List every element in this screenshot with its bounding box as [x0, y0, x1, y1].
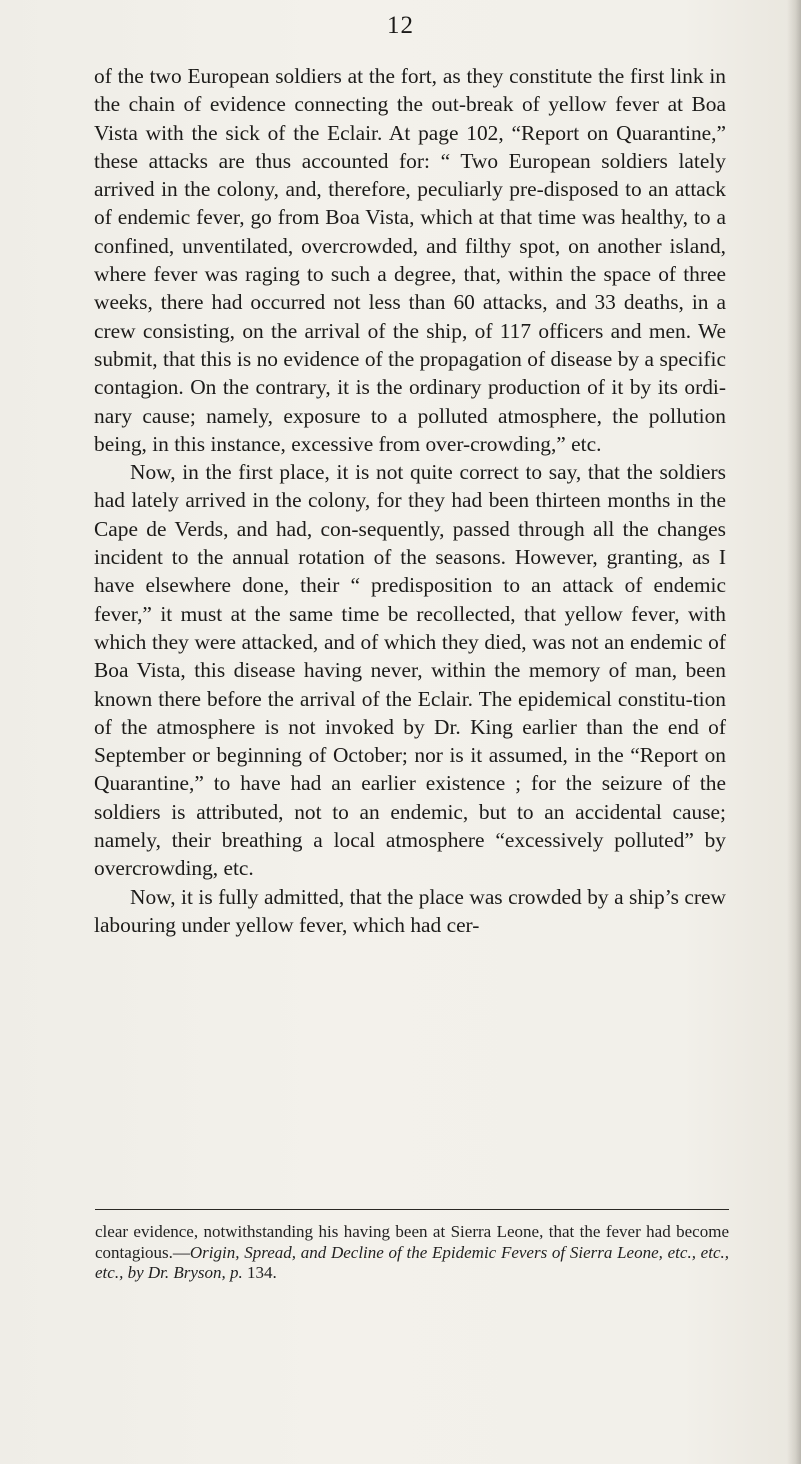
paragraph-3: Now, it is fully admitted, that the place was crowded by a ship’s crew labouring under yellow fever, which had cer-: [94, 884, 726, 937]
footnote: [95, 1222, 729, 1284]
footnote-citation: Origin, Spread, and Decline of the Epidemic Fevers of Sierra Leone, etc., etc., etc., by Dr. Bryson, p.: [95, 1242, 729, 1283]
body-text: [94, 62, 726, 939]
page-number: 12: [387, 12, 414, 39]
paragraph-2: Now, in the first place, it is not quite correct to say, that the soldiers had lately arrived in the colony, for they had been thirteen months in the Cape de Verds, and had, con-sequently, passed through all the changes incident to the annual rotation of the seasons. However, granting, as I have elsewhere done, their “ predisposition to an attack of endemic fever,” it must at the same time be recollected, that yellow fever, with which they were attacked, and of which they died, was not an endemic of Boa Vista, this disease having never, within the memory of man, been known there before the arrival of the Eclair. The epidemical constitu-tion of the atmosphere is not invoked by Dr. King earlier than the end of September or beginning of October; nor is it assumed, in the “Report on Quarantine,” to have had an earlier existence ; for the seizure of the soldiers is attributed, not to an endemic, but to an accidental cause; namely, their breathing a local atmosphere “excessively polluted” by overcrowding, etc.: [94, 460, 726, 881]
paragraph-1: of the two European soldiers at the fort, as they constitute the first link in the chain of evidence connecting the out-break of yellow fever at Boa Vista with the sick of the Eclair. At page 102, “Report on Quarantine,” these attacks are thus accounted for: “ Two European soldiers lately arrived in the colony, and, therefore, peculiarly pre-disposed to an attack of endemic fever, go from Boa Vista, which at that time was healthy, to a confined, unventilated, overcrowded, and filthy spot, on another island, where fever was raging to such a degree, that, within the space of three weeks, there had occurred not less than 60 attacks, and 33 deaths, in a crew consisting, on the arrival of the ship, of 117 officers and men. We submit, that this is no evidence of the propagation of disease by a specific contagion. On the contrary, it is the ordinary production of it by its ordi-nary cause; namely, exposure to a polluted atmosphere, the pollution being, in this instance, excessive from over-crowding,” etc.: [94, 64, 726, 456]
footnote-text: clear evidence, notwithstanding his having been at Sierra Leone, that the fever had become contagious.—: [95, 1222, 729, 1262]
footnote-page-ref: 134.: [242, 1263, 277, 1283]
page-edge-shadow: [787, 0, 801, 1464]
footnote-divider: [95, 1209, 729, 1210]
